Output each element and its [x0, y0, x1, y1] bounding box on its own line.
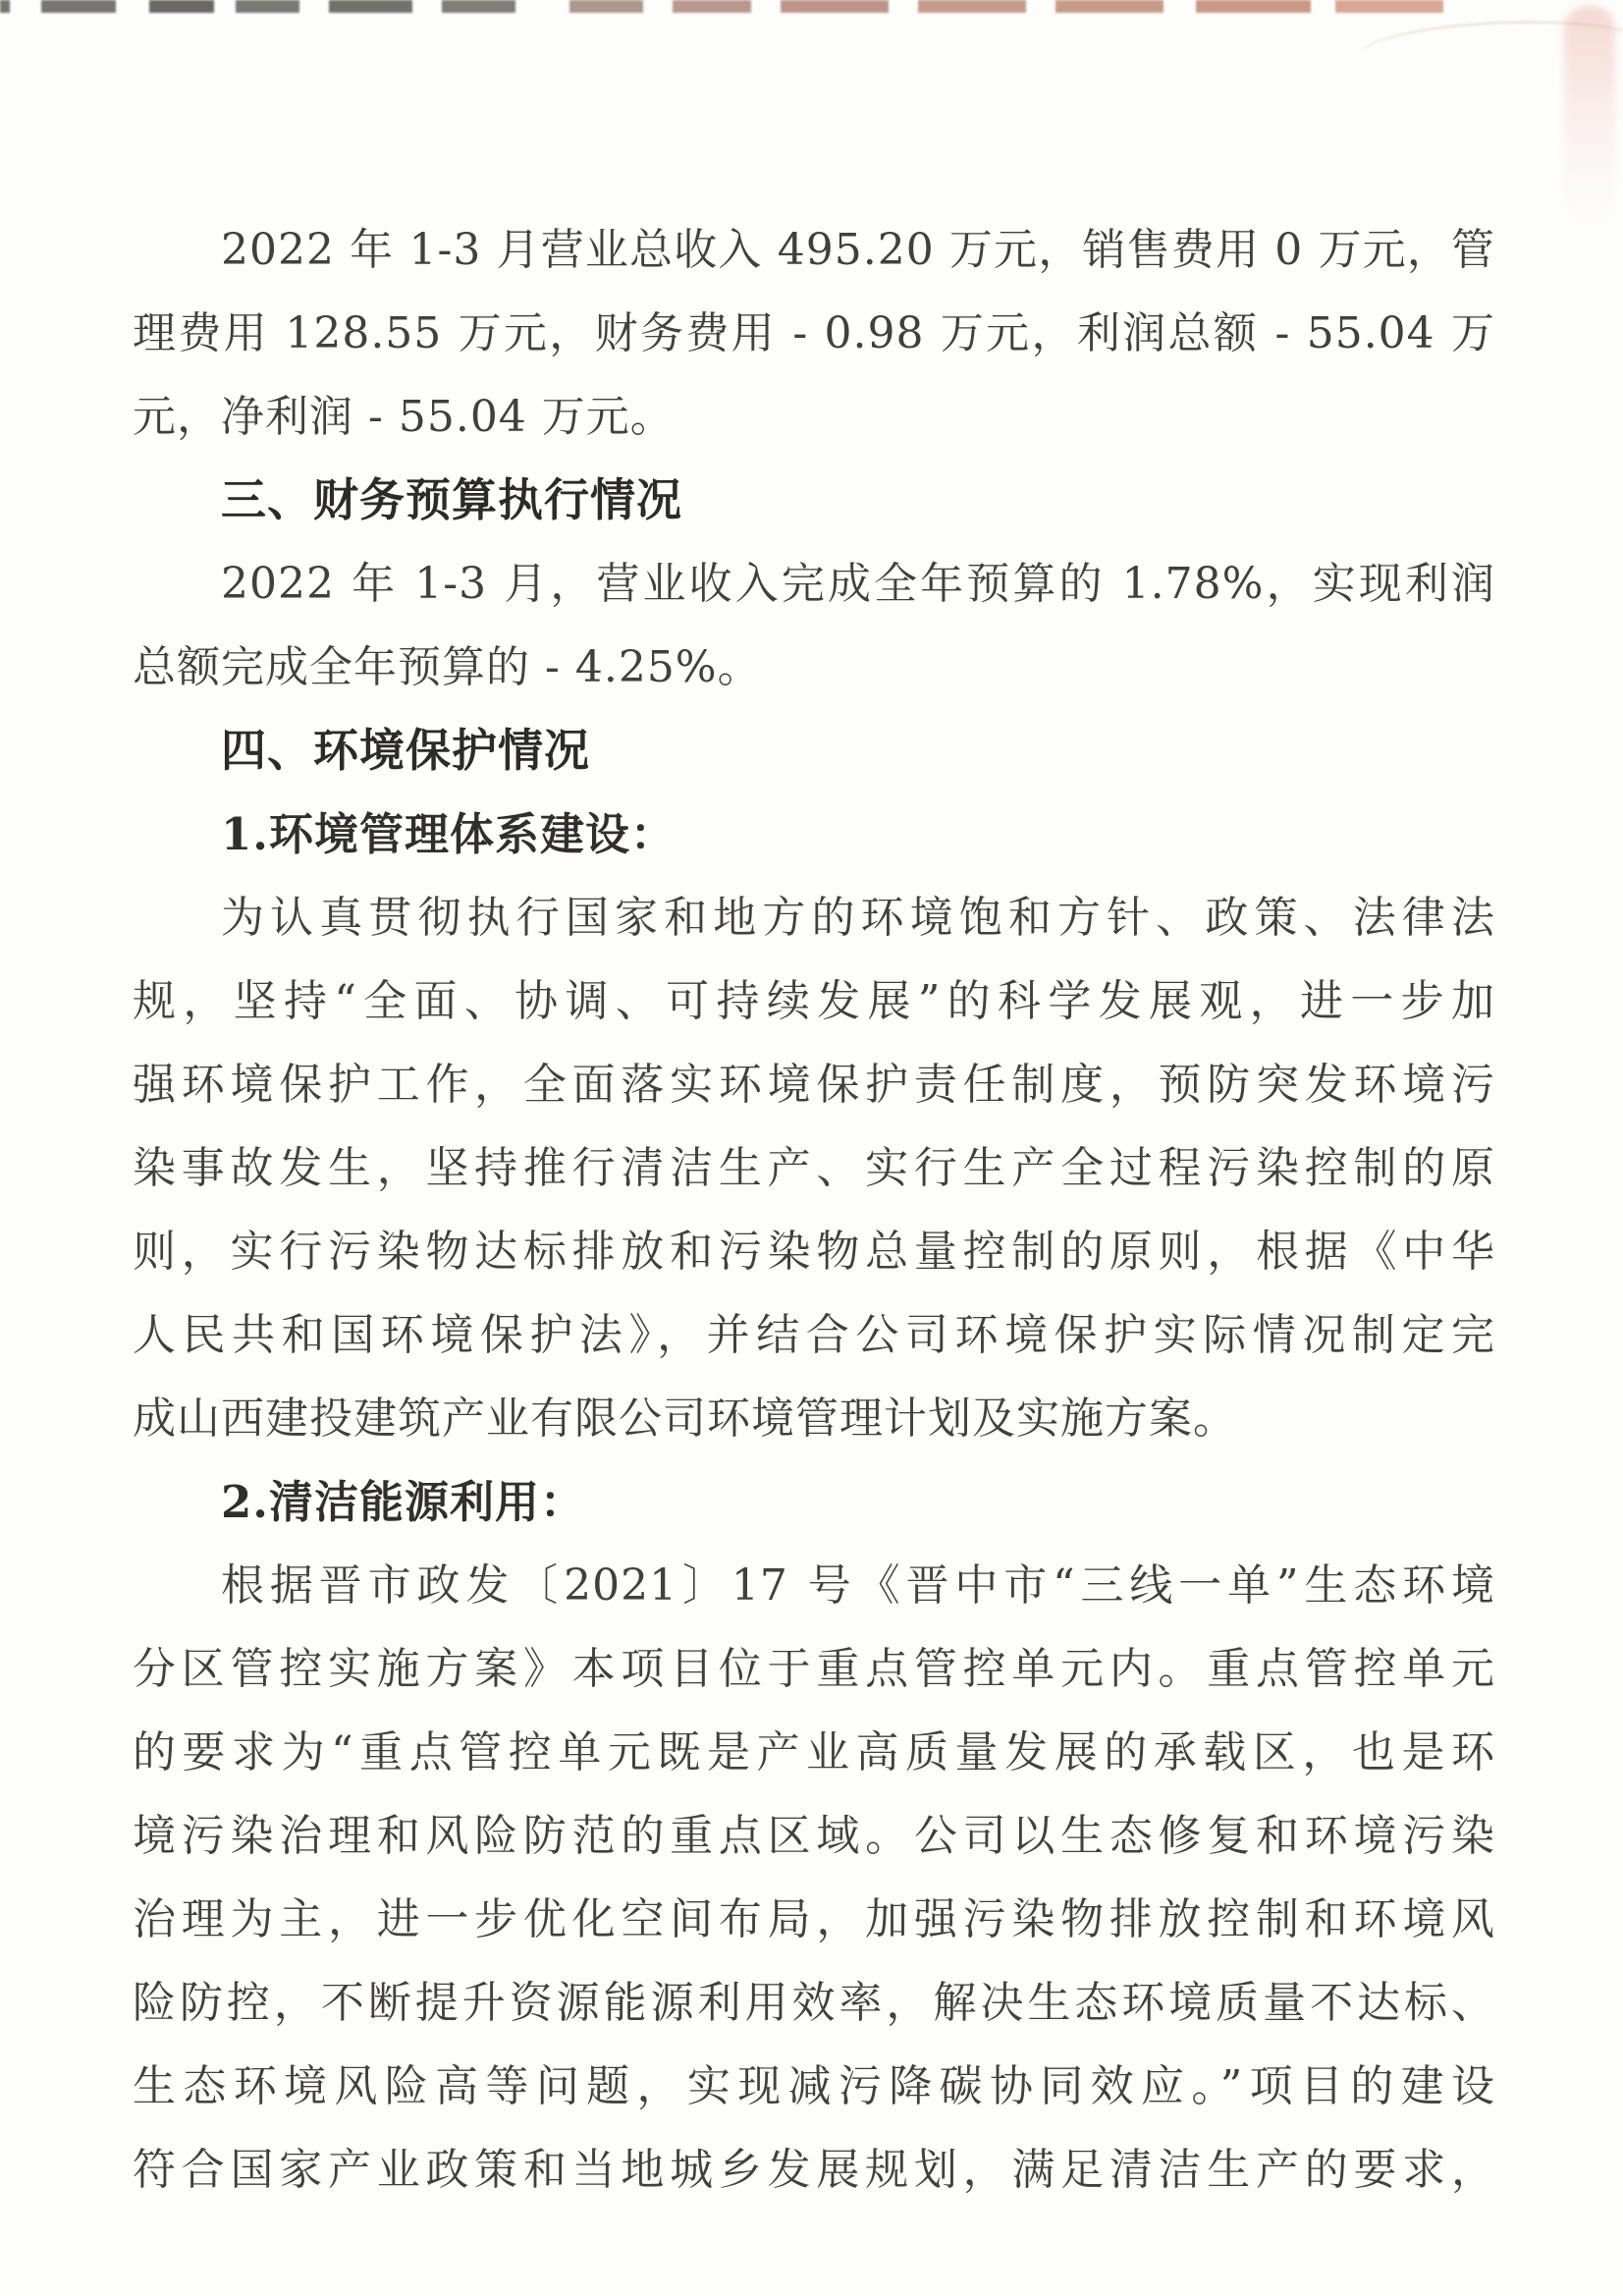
text-line: 根据晋市政发〔2021〕17 号《晋中市“三线一单”生态环境: [221, 1560, 1495, 1611]
text-line: 生态环境风险高等问题，实现减污降碳协同效应。”项目的建设: [133, 2061, 1495, 2111]
text-line: 理费用 128.55 万元，财务费用 - 0.98 万元，利润总额 - 55.04 万: [133, 308, 1495, 358]
text-line: 符合国家产业政策和当地城乡发展规划，满足清洁生产的要求，: [133, 2145, 1495, 2195]
text-line: 规，坚持“全面、协调、可持续发展”的科学发展观，进一步加: [133, 976, 1495, 1026]
text-line: 2022 年 1-3 月，营业收入完成全年预算的 1.78%，实现利润: [221, 559, 1495, 609]
scan-artifact-top-edge: [0, 0, 1623, 13]
text-line: 2022 年 1-3 月营业总收入 495.20 万元，销售费用 0 万元，管: [221, 225, 1495, 275]
text-line: 境污染治理和风险防范的重点区域。公司以生态修复和环境污染: [133, 1811, 1495, 1861]
text-line: 分区管控实施方案》本项目位于重点管控单元内。重点管控单元: [133, 1644, 1495, 1694]
text-line: 人民共和国环境保护法》，并结合公司环境保护实际情况制定完: [133, 1310, 1495, 1360]
text-line: 总额完成全年预算的 - 4.25%。: [133, 642, 762, 692]
sub-heading: 2.清洁能源利用：: [221, 1476, 585, 1528]
sub-heading: 1.环境管理体系建设：: [221, 808, 676, 860]
text-line: 则，实行污染物达标排放和污染物总量控制的原则，根据《中华: [133, 1227, 1495, 1277]
text-line: 为认真贯彻执行国家和地方的环境饱和方针、政策、法律法: [221, 893, 1495, 943]
text-line: 染事故发生，坚持推行清洁生产、实行生产全过程污染控制的原: [133, 1143, 1495, 1193]
text-line: 的要求为“重点管控单元既是产业高质量发展的承载区，也是环: [133, 1727, 1495, 1777]
section-heading: 四、环境保护情况: [221, 724, 590, 777]
document-content: [133, 208, 1495, 2212]
text-line: 险防控，不断提升资源能源利用效率，解决生态环境质量不达标、: [133, 1978, 1495, 2028]
text-line: 治理为主，进一步优化空间布局，加强污染物排放控制和环境风: [133, 1894, 1495, 1944]
text-line: 成山西建投建筑产业有限公司环境管理计划及实施方案。: [133, 1394, 1237, 1444]
section-heading: 三、财务预算执行情况: [221, 473, 682, 526]
text-line: 强环境保护工作，全面落实环境保护责任制度，预防突发环境污: [133, 1060, 1495, 1110]
text-line: 元，净利润 - 55.04 万元。: [133, 392, 675, 442]
